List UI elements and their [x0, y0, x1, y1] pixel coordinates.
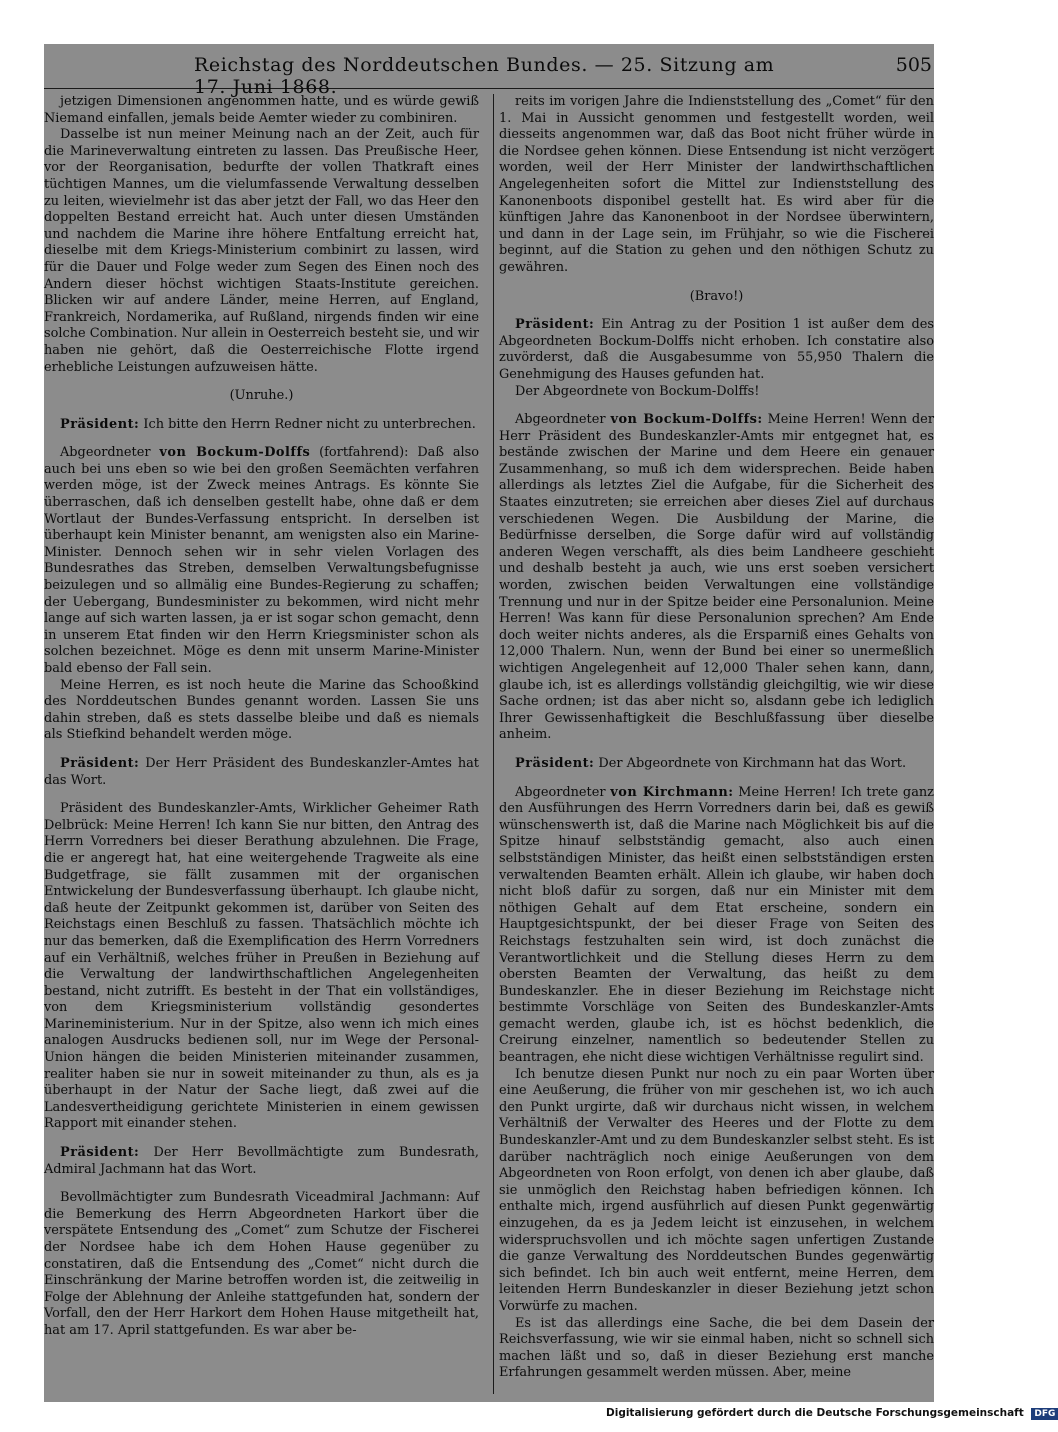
footer-text: Digitalisierung gefördert durch die Deutsche Forschungsgemeinschaft	[606, 1407, 1024, 1419]
paragraph-text: Dasselbe ist nun meiner Meinung nach an der Zeit, auch für die Marineverwaltung eintreten zu lassen. Das Preußische Heer, vor der Reorganisation, bedurfte der vollen Thatkraft eines tüchtigen Mannes, um die vielumfassende Verwaltung desselben zu leiten, wievielmehr ist das aber jetzt der Fall, wo das Heer den doppelten Bestand erreicht hat. Auch unter diesen Umständen und nachdem die Marine ihre höhere Entfaltung erreicht hat, dieselbe mit dem Kriegs-Ministerium combinirt zu lassen, wird für die Dauer und Folge weder zum Segen des Einen noch des Andern dieser höchst wichtigen Staats-Institute gereichen. Blicken wir auf andere Länder, meine Herren, auf England, Frankreich, Nordamerika, auf Rußland, nirgends finden wir eine solche Combination. Nur allein in Oesterreich besteht sie, und wir haben nie gehört, daß die Oesterreichische Flotte irgend erhebliche Leistungen aufzuweisen hätte.	[44, 127, 479, 375]
paragraph-text: Meine Herren! Wenn der Herr Präsident des Bundeskanzler-Amts mir entgegnet hat, es bestände zwischen der Marine und dem Heere ein genauer Zusammenhang, so muß ich dem widersprechen. Beide haben allerdings als letztes Ziel die Aufgabe, für die Sicherheit des Staates einzutreten; sie erreichen aber dieses Ziel auf durchaus verschiedenen Wegen. Die Ausbildung der Marine, die Bedürfnisse derselben, die Sorge dafür wird auf vollständig anderen Wegen verschafft, als dies beim Landheere geschieht und deshalb besteht ja auch, wie uns erst soeben versichert worden, zwischen beiden Verwaltungen eine vollständige Trennung und nur in der Spitze beider eine Personalunion. Meine Herren! Was kann für diese Personalunion sprechen? Am Ende doch weiter nichts anderes, als die Ersparniß eines Gehalts von 12,000 Thalern. Nun, wenn der Bund bei einer so unermeßlich wichtigen Angelegenheit auf 12,000 Thaler sehen kann, dann, glaube ich, ist es allerdings vollständig gleichgiltig, wie wir diese Sache ordnen; ist das aber nicht so, alsdann gebe ich lediglich Ihrer Gewissenhaftigkeit die Beschlußfassung über dieselbe anheim.	[499, 412, 934, 743]
speaker-lead: Abgeordneter	[60, 445, 151, 461]
paragraph	[499, 1316, 934, 1382]
paragraph	[44, 388, 479, 405]
paragraph	[44, 445, 479, 677]
paragraph	[499, 317, 934, 383]
paragraph-text: Präsident des Bundeskanzler-Amts, Wirklicher Geheimer Rath Delbrück: Meine Herren! Ich kann Sie nur bitten, den Antrag des Herrn Vorredners bei dieser Berathung abzulehnen. Die Frage, die er angeregt hat, hat eine weitergehende Tragweite als eine Budgetfrage, sie fällt zusammen mit der organischen Entwickelung der Bundesverfassung überhaupt. Ich glaube nicht, daß heute der Zeitpunkt gekommen ist, darüber von Seiten des Reichstags einen Beschluß zu fassen. Thatsächlich möchte ich nur das bemerken, daß die Exemplification des Herrn Vorredners auf ein Verhältniß, welches früher in Preußen in Beziehung auf die Verwaltung der landwirthschaftlichen Angelegenheiten bestand, nicht zutrifft. Es besteht in der That ein vollständiges, von dem Kriegsministerium vollständig gesondertes Marineministerium. Nur in der Spitze, also wenn ich mich eines analogen Ausdrucks bedienen soll, nur im Wege der Personal-Union hängen die beiden Ministerien miteinander zusammen, realiter haben sie nur in soweit miteinander zu thun, als es ja überhaupt in der Natur der Sache liegt, daß zwei auf die Landesvertheidigung gerichtete Ministerien in einem gewissen Rapport mit einander stehen.	[44, 801, 479, 1132]
speaker-name: von Bockum-Dolffs:	[610, 412, 763, 428]
left-column	[44, 94, 479, 1340]
right-column	[499, 94, 934, 1382]
paragraph-text: Ich bitte den Herrn Redner nicht zu unterbrechen.	[143, 416, 476, 432]
paragraph	[44, 94, 479, 127]
paragraph	[44, 678, 479, 744]
paragraph-text: Es ist das allerdings eine Sache, die bei dem Dasein der Reichsverfassung, wie wir sie einmal haben, nicht so schnell sich machen läßt und so, daß in dieser Beziehung erst manche Erfahrungen gesammelt werden müssen. Aber, meine	[499, 1315, 934, 1381]
speaker-name: Präsident:	[60, 755, 140, 771]
paragraph-text: Meine Herren, es ist noch heute die Marine das Schooßkind des Norddeutschen Bundes genannt worden. Lassen Sie uns dahin streben, daß es stets dasselbe bleibe und daß es niemals als Stiefkind behandelt werden möge.	[44, 677, 479, 743]
paragraph-text: Ich benutze diesen Punkt nur noch zu ein paar Worten über eine Aeußerung, die früher von mir geschehen ist, wo ich auch den Punkt urgirte, daß wir durchaus nicht wissen, in welchem Verhältniß der Verwalter des Heeres und der Flotte zu dem Bundeskanzler-Amt und zu dem Bundeskanzler selbst steht. Es ist darüber nachträglich noch einige Aeußerungen von dem Abgeordneten von Roon erfolgt, von denen ich aber glaube, daß sie unmöglich den Reichstag haben befriedigen können. Ich enthalte mich, irgend ausführlich auf diesen Punkt gegenwärtig einzugehen, da es ja Jedem leicht ist einzusehen, in welchem widerspruchsvollen und ich möchte sagen unfertigen Zustande die ganze Verwaltung des Norddeutschen Bundes gegenwärtig sich befindet. Ich bin auch weit entfernt, meine Herren, dem leitenden Herrn Bundeskanzler in dieser Beziehung jetzt schon Vorwürfe zu machen.	[499, 1066, 934, 1314]
speaker-lead: Abgeordneter	[515, 412, 606, 428]
column-divider	[493, 94, 494, 1394]
speaker-name: Präsident:	[60, 1145, 140, 1161]
paragraph-text: Der Abgeordnete von Kirchmann hat das Wort.	[598, 755, 907, 771]
paragraph	[44, 801, 479, 1133]
paragraph	[499, 289, 934, 306]
dfg-logo: DFG	[1031, 1408, 1058, 1420]
paragraph	[499, 94, 934, 277]
paragraph-text: Der Abgeordnete von Bockum-Dolffs!	[515, 383, 760, 399]
paragraph-text: (Unruhe.)	[229, 388, 294, 404]
speaker-name: Präsident:	[60, 416, 140, 432]
speaker-name: Präsident:	[515, 755, 595, 771]
paragraph-text: Ein Antrag zu der Position 1 ist außer dem des Abgeordneten Bockum-Dolffs nicht erhoben. Ich constatire also zuvörderst, daß die Ausgabesumme von 55,950 Thalern die Genehmigung des Hauses gefunden hat.	[499, 317, 934, 382]
paragraph	[44, 417, 479, 434]
paragraph-text: Der Herr Präsident des Bundeskanzler-Amtes hat das Wort.	[44, 755, 479, 788]
header-title: Reichstag des Norddeutschen Bundes. — 25. Sitzung am 17. Juni 1868.	[194, 54, 775, 98]
speaker-name: Präsident:	[515, 317, 595, 333]
paragraph	[499, 785, 934, 1067]
page-number: 505	[895, 54, 932, 76]
paragraph	[499, 412, 934, 744]
paragraph	[44, 1190, 479, 1339]
paragraph	[44, 127, 479, 376]
paragraph	[499, 1067, 934, 1316]
footer-credit	[606, 1407, 1056, 1427]
paragraph	[499, 756, 934, 773]
paragraph-text: jetzigen Dimensionen angenommen hatte, und es würde gewiß Niemand einfallen, jemals beide Aemter wieder zu combiniren.	[44, 94, 479, 126]
paragraph-text: Meine Herren! Ich trete ganz den Ausführungen des Herrn Vorredners darin bei, daß es gewiß wünschenswerth ist, daß die Marine nach Möglichkeit bis auf die Spitze hinauf selbstständig gemacht, also auch einen selbstständigen Minister, das heißt einen selbstständigen ersten verwaltenden Beamten erhält. Allein ich glaube, wir haben doch nicht bloß dafür zu sorgen, daß nur ein Minister mit dem nöthigen Gehalt auf dem Etat erscheine, sondern ein Hauptgesichtspunkt, der bei dieser Frage von Seiten des Reichstags festzuhalten sein wird, ist doch zunächst die Verantwortlichkeit und die Stellung dieses Herrn zu dem obersten Beamten der Verwaltung, das heißt zu dem Bundeskanzler. Ehe in dieser Beziehung im Reichstage nicht bestimmte Vorschläge von Seiten des Bundeskanzler-Amts gemacht werden, glaube ich, ist es höchst bedenklich, die Creirung einzelner, namentlich so bedeutender Stellen zu beantragen, ehe nicht diese wichtigen Verhältnisse regulirt sind.	[499, 784, 934, 1066]
paragraph-text: (Bravo!)	[689, 288, 744, 304]
paragraph-text: Der Herr Bevollmächtigte zum Bundesrath, Admiral Jachmann hat das Wort.	[44, 1145, 479, 1177]
paragraph-text: reits im vorigen Jahre die Indienststellung des „Comet“ für den 1. Mai in Aussicht genommen und festgestellt worden, weil diesseits angenommen war, daß das Boot nicht früher würde in die Nordsee gehen können. Diese Entsendung ist nicht verzögert worden, weil der Herr Minister der landwirthschaftlichen Angelegenheiten sofort die Mittel zur Indienststellung des Kanonenboots disponibel gestellt hat. Es wird aber für die künftigen Jahre das Kanonenboot in der Nordsee überwintern, und dann in der Lage sein, im Frühjahr, so wie die Fischerei beginnt, auf die Station zu gehen und den nöthigen Schutz zu gewähren.	[499, 94, 934, 275]
paragraph-text: (fortfahrend): Daß also auch bei uns eben so wie bei den großen Seemächten verfahren werden möge, ist der Zweck meines Antrags. Es könnte Sie überraschen, daß ich denselben gestellt habe, ohne daß er dem Wortlaut der Bundes-Verfassung entspricht. In derselben ist überhaupt kein Minister benannt, am wenigsten also ein Marine-Minister. Dennoch sehen wir in sehr vielen Vorlagen des Bundesrathes das Streben, demselben Verwaltungsbefugnisse beizulegen und so allmälig eine Bundes-Regierung zu schaffen; der Uebergang, Bundesminister zu bekommen, wird nicht mehr lange auf sich warten lassen, ja er ist sogar schon gemacht, denn in unserem Etat finden wir den Herrn Kriegsminister schon als solchen bezeichnet. Möge es denn mit unserm Marine-Minister bald ebenso der Fall sein.	[44, 445, 479, 676]
newspaper-page	[44, 44, 934, 1402]
page-header	[44, 44, 934, 98]
speaker-name: von Kirchmann:	[610, 784, 734, 800]
paragraph	[44, 1145, 479, 1178]
paragraph	[44, 756, 479, 789]
paragraph-text: Bevollmächtigter zum Bundesrath Viceadmiral Jachmann: Auf die Bemerkung des Herrn Abgeordneten Harkort über die verspätete Entsendung des „Comet“ zum Schutze der Fischerei der Nordsee habe ich dem Hohen Hause gegenüber zu constatiren, daß die Entsendung des „Comet“ nicht durch die Einschränkung der Marine betroffen worden ist, die zeitweilig in Folge der Ablehnung der Anleihe stattgefunden hat, sondern der Vorfall, den der Herr Harkort dem Hohen Hause mitgetheilt hat, hat am 17. April stattgefunden. Es war aber be-	[44, 1190, 479, 1338]
speaker-lead: Abgeordneter	[515, 784, 606, 800]
speaker-name: von Bockum-Dolffs	[159, 445, 311, 461]
paragraph	[499, 384, 934, 401]
